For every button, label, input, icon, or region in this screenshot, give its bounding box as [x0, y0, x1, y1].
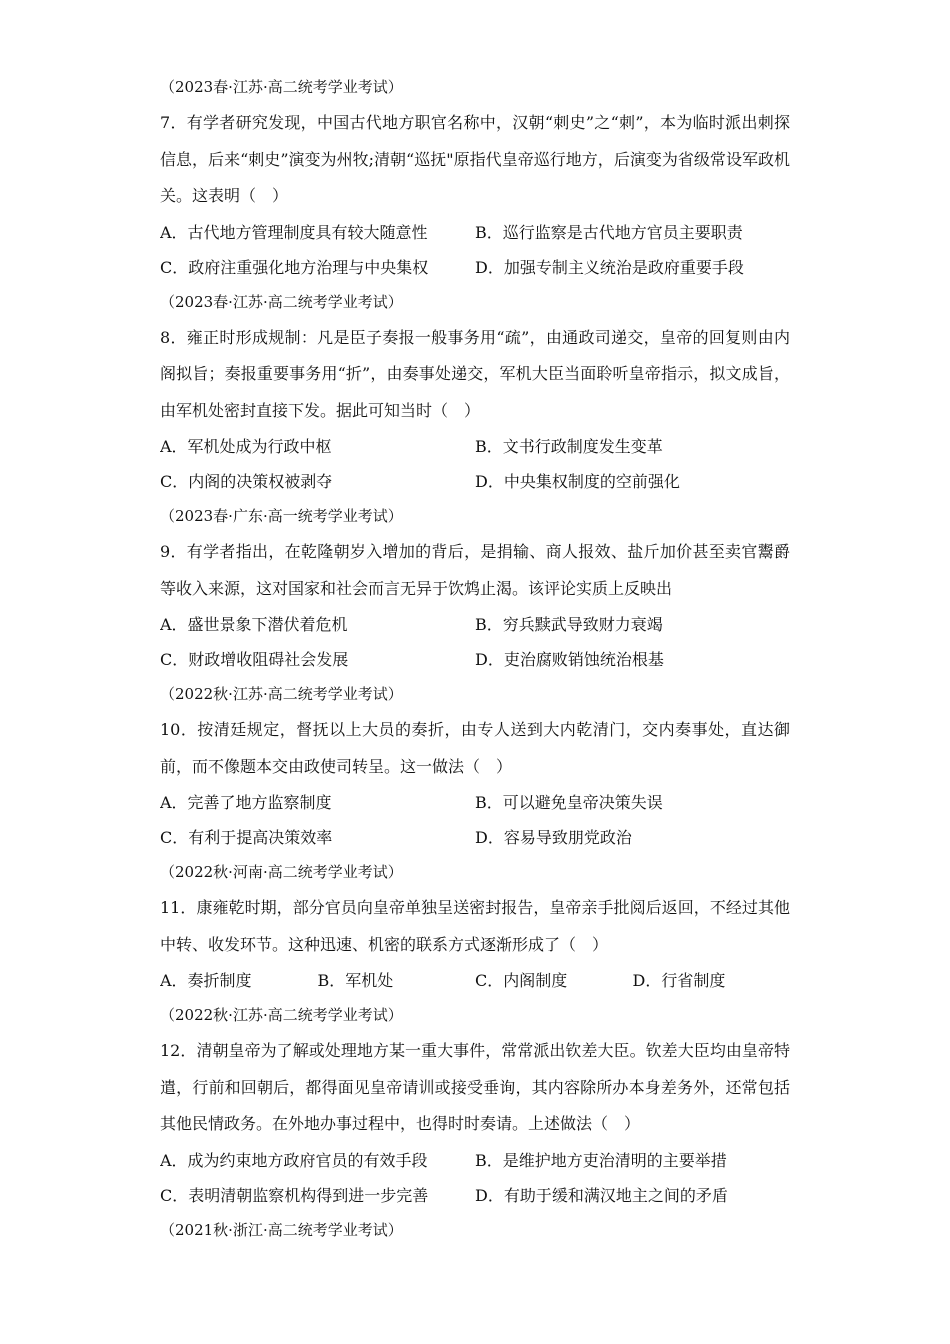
option-row — [160, 429, 790, 464]
question-8 — [160, 320, 790, 500]
option-b[interactable]: B．文书行政制度发生变革 — [475, 437, 663, 456]
question-stem: 11．康雍乾时期，部分官员向皇帝单独呈送密封报告，皇帝亲手批阅后返回，不经过其他中转、收发环节。这种迅速、机密的联系方式逐渐形成了（ ） — [160, 898, 790, 954]
option-c[interactable]: C．财政增收阻碍社会发展 — [160, 650, 349, 669]
option-c[interactable]: C．内阁制度 — [475, 971, 568, 990]
question-stem: 12．清朝皇帝为了解或处理地方某一重大事件，常常派出钦差大臣。钦差大臣均由皇帝特遣，行前和回朝后，都得面见皇帝请训或接受垂询，其内容除所办本身差务外，还常包括其他民情政务。在外地办事过程中，也得时时奏请。上述做法（ ） — [160, 1041, 790, 1133]
question-source: （2023春·广东·高一统考学业考试） — [160, 507, 403, 525]
question-stem: 10．按清廷规定，督抚以上大员的奏折，由专人送到大内乾清门，交内奏事处，直达御前，而不像题本交由政使司转呈。这一做法（ ） — [160, 720, 790, 776]
option-row — [160, 820, 790, 855]
option-b[interactable]: B．穷兵黩武导致财力衰竭 — [475, 615, 663, 634]
option-c[interactable]: C．表明清朝监察机构得到进一步完善 — [160, 1185, 429, 1205]
question-source: （2021秋·浙江·高二统考学业考试） — [160, 1220, 403, 1239]
question-9 — [160, 534, 790, 677]
option-a[interactable]: A．成为约束地方政府官员的有效手段 — [160, 1150, 428, 1170]
question-source: （2022秋·江苏·高二统考学业考试） — [160, 685, 403, 703]
question-source: （2022秋·河南·高二统考学业考试） — [160, 863, 403, 881]
question-7 — [160, 105, 790, 285]
option-a[interactable]: A．古代地方管理制度具有较大随意性 — [160, 222, 428, 242]
question-stem: 9．有学者指出，在乾隆朝岁入增加的背后，是捐输、商人报效、盐斤加价甚至卖官鬻爵等收入来源，这对国家和社会而言无异于饮鸩止渴。该评论实质上反映出 — [160, 542, 790, 598]
option-b[interactable]: B．可以避免皇帝决策失误 — [475, 793, 663, 812]
option-c[interactable]: C．政府注重强化地方治理与中央集权 — [160, 257, 429, 277]
option-row — [160, 607, 790, 642]
option-d[interactable]: D．容易导致朋党政治 — [475, 828, 632, 847]
question-11 — [160, 890, 790, 998]
question-source: （2023春·江苏·高二统考学业考试） — [160, 292, 403, 311]
option-c[interactable]: C．有利于提高决策效率 — [160, 828, 333, 847]
option-a[interactable]: A．奏折制度 — [160, 971, 252, 990]
option-row — [160, 785, 790, 820]
option-d[interactable]: D．有助于缓和满汉地主之间的矛盾 — [475, 1185, 728, 1205]
option-row — [160, 642, 790, 677]
question-source: （2022秋·江苏·高二统考学业考试） — [160, 1006, 403, 1024]
option-d[interactable]: D．加强专制主义统治是政府重要手段 — [475, 257, 744, 277]
option-a[interactable]: A．完善了地方监察制度 — [160, 793, 332, 812]
option-d[interactable]: D．中央集权制度的空前强化 — [475, 472, 680, 491]
option-b[interactable]: B．是维护地方吏治清明的主要举措 — [475, 1150, 727, 1170]
option-row — [160, 1143, 790, 1178]
option-row — [160, 1178, 790, 1213]
question-10 — [160, 712, 790, 855]
option-a[interactable]: A．盛世景象下潜伏着危机 — [160, 615, 348, 634]
option-d[interactable]: D．吏治腐败销蚀统治根基 — [475, 650, 664, 669]
option-d[interactable]: D．行省制度 — [632, 971, 726, 990]
option-a[interactable]: A．军机处成为行政中枢 — [160, 437, 332, 456]
question-stem: 7．有学者研究发现，中国古代地方职官名称中，汉朝“刺史”之“刺”，本为临时派出刺探信息，后来“刺史”演变为州牧;清朝“巡抚"原指代皇帝巡行地方，后演变为省级常设军政机关。这表明（ ） — [160, 113, 790, 205]
option-b[interactable]: B．军机处 — [317, 971, 394, 990]
option-c[interactable]: C．内阁的决策权被剥夺 — [160, 472, 333, 491]
option-row — [160, 464, 790, 499]
exam-page — [160, 70, 790, 1248]
option-b[interactable]: B．巡行监察是古代地方官员主要职责 — [475, 222, 743, 242]
question-source: （2023春·江苏·高二统考学业考试） — [160, 78, 403, 96]
option-row — [160, 250, 790, 285]
option-row — [160, 215, 790, 250]
question-stem: 8．雍正时形成规制：凡是臣子奏报一般事务用“疏”，由通政司递交，皇帝的回复则由内阁拟旨；奏报重要事务用“折”，由奏事处递交，军机大臣当面聆听皇帝指示，拟文成旨，由军机处密封直接下发。据此可知当时（ ） — [160, 327, 790, 420]
question-12 — [160, 1033, 790, 1213]
option-row — [160, 963, 790, 998]
